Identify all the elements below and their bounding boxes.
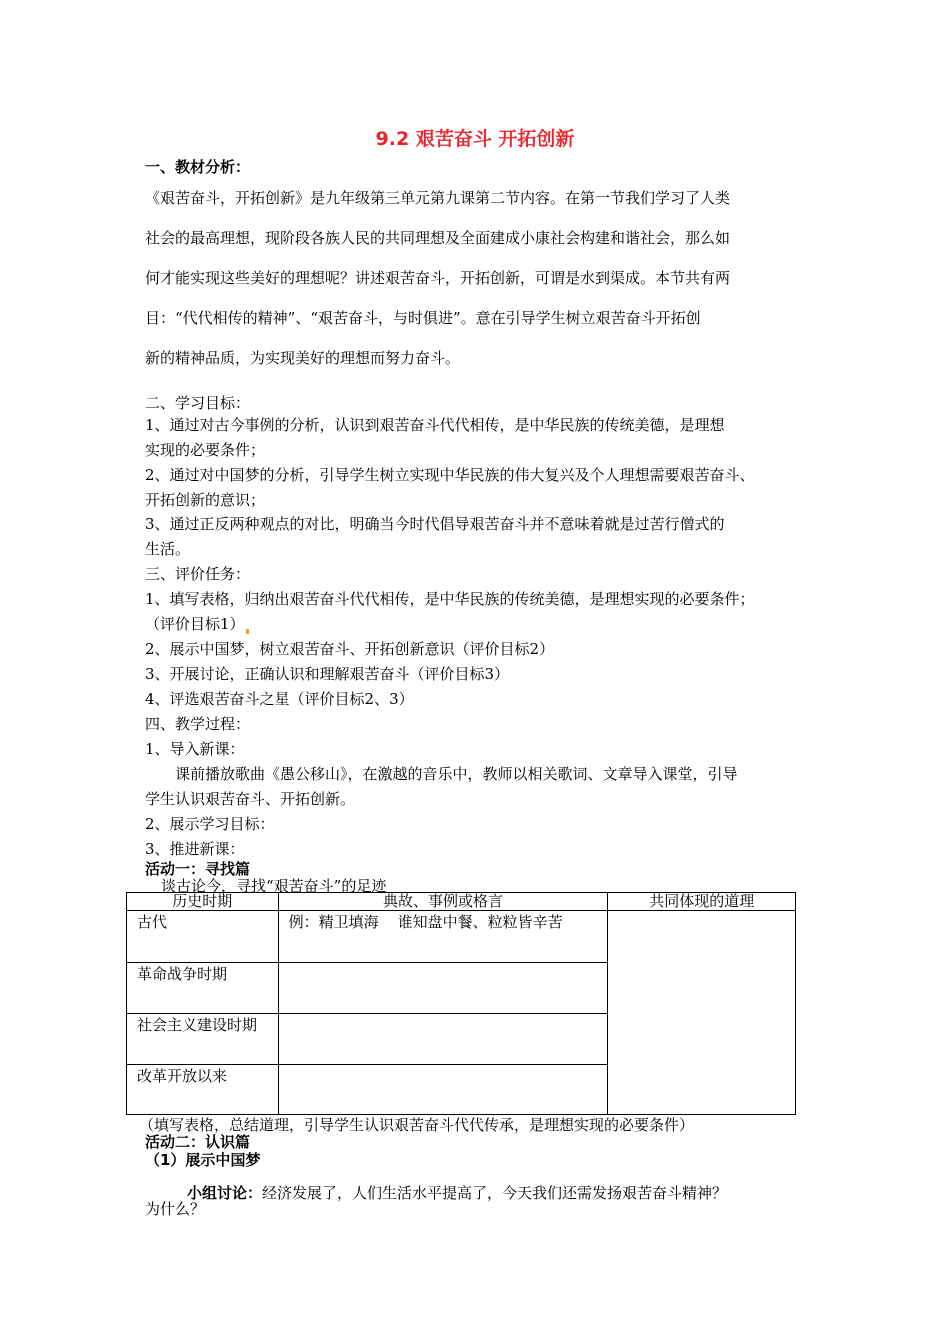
section4-heading: 四、教学过程： xyxy=(145,715,251,733)
section3-line: 3、开展讨论，正确认识和理解艰苦奋斗（评价目标3） xyxy=(145,665,510,683)
section3-heading: 三、评价任务： xyxy=(145,565,251,583)
table-cell-period: 社会主义建设时期 xyxy=(127,1014,279,1065)
section1-line: 新的精神品质，为实现美好的理想而努力奋斗。 xyxy=(145,349,461,367)
section1-paragraph xyxy=(145,178,815,378)
section2-line: 生活。 xyxy=(145,540,191,558)
table-header-cell: 共同体现的道理 xyxy=(608,893,796,911)
table-header-row xyxy=(127,893,796,911)
edit-mark xyxy=(246,629,249,634)
page-title: 9.2 艰苦奋斗 开拓创新 xyxy=(375,128,575,150)
activity1-note: （填写表格，总结道理，引导学生认识艰苦奋斗代代传承，是理想实现的必要条件） xyxy=(139,1116,695,1134)
section1-line: 目：“代代相传的精神”、“艰苦奋斗，与时俱进”。意在引导学生树立艰苦奋斗开拓创 xyxy=(145,309,701,327)
activity2-heading: 活动二：认识篇 xyxy=(145,1133,251,1151)
section3-line: 1、填写表格，归纳出艰苦奋斗代代相传，是中华民族的传统美德，是理想实现的必要条件； xyxy=(145,590,755,608)
section2-heading: 二、学习目标： xyxy=(145,394,251,412)
section1-heading: 一、教材分析： xyxy=(145,158,251,176)
section1-line: 《艰苦奋斗，开拓创新》是九年级第三单元第九课第二节内容。在第一节我们学习了人类 xyxy=(145,189,731,207)
table-cell-period: 改革开放以来 xyxy=(127,1065,279,1115)
discussion-text: 经济发展了，人们生活水平提高了，今天我们还需发扬艰苦奋斗精神？ xyxy=(262,1184,728,1202)
table-cell-example xyxy=(278,1014,608,1065)
discussion-label: 小组讨论： xyxy=(187,1184,263,1202)
section3-line: 4、评选艰苦奋斗之星（评价目标2、3） xyxy=(145,690,414,708)
discussion-line xyxy=(187,1182,727,1203)
section2-line: 开拓创新的意识； xyxy=(145,491,266,509)
table-header-cell: 典故、事例或格言 xyxy=(278,893,608,911)
table-cell-principle xyxy=(608,911,796,1115)
table-cell-example xyxy=(278,1065,608,1115)
section3-line: 2、展示中国梦，树立艰苦奋斗、开拓创新意识（评价目标2） xyxy=(145,640,555,658)
activity-table xyxy=(126,892,796,1115)
activity1-subtitle: 谈古论今，寻找“艰苦奋斗”的足迹 xyxy=(161,877,387,895)
section2-line: 3、通过正反两种观点的对比，明确当今时代倡导艰苦奋斗并不意味着就是过苦行僧式的 xyxy=(145,515,725,533)
section2-line: 2、通过对中国梦的分析，引导学生树立实现中华民族的伟大复兴及个人理想需要艰苦奋斗、 xyxy=(145,466,755,484)
table-cell-period: 古代 xyxy=(127,911,279,963)
section1-line: 何才能实现这些美好的理想呢？讲述艰苦奋斗，开拓创新，可谓是水到渠成。本节共有两 xyxy=(145,269,731,287)
intro-line: 课前播放歌曲《愚公移山》，在激越的音乐中，教师以相关歌词、文章导入课堂，引导 xyxy=(175,765,738,783)
activity2-sub1: （1）展示中国梦 xyxy=(145,1151,261,1169)
discussion-line-2: 为什么？ xyxy=(145,1200,206,1218)
section2-line: 1、通过对古今事例的分析，认识到艰苦奋斗代代相传，是中华民族的传统美德，是理想 xyxy=(145,416,725,434)
activity1-heading: 活动一：寻找篇 xyxy=(145,860,251,878)
section2-line: 实现的必要条件； xyxy=(145,441,266,459)
table-row xyxy=(127,911,796,963)
section4-step2: 2、展示学习目标： xyxy=(145,815,275,833)
section4-step1: 1、导入新课： xyxy=(145,740,245,758)
section4-step3: 3、推进新课： xyxy=(145,840,245,858)
table-cell-period: 革命战争时期 xyxy=(127,963,279,1014)
section3-line: （评价目标1） xyxy=(145,613,250,634)
intro-line: 学生认识艰苦奋斗、开拓创新。 xyxy=(145,790,356,808)
table-header-cell: 历史时期 xyxy=(127,893,279,911)
table-cell-example xyxy=(278,963,608,1014)
table-cell-example: 例：精卫填海 谁知盘中餐、粒粒皆辛苦 xyxy=(278,911,608,963)
section1-line: 社会的最高理想，现阶段各族人民的共同理想及全面建成小康社会构建和谐社会，那么如 xyxy=(145,229,731,247)
